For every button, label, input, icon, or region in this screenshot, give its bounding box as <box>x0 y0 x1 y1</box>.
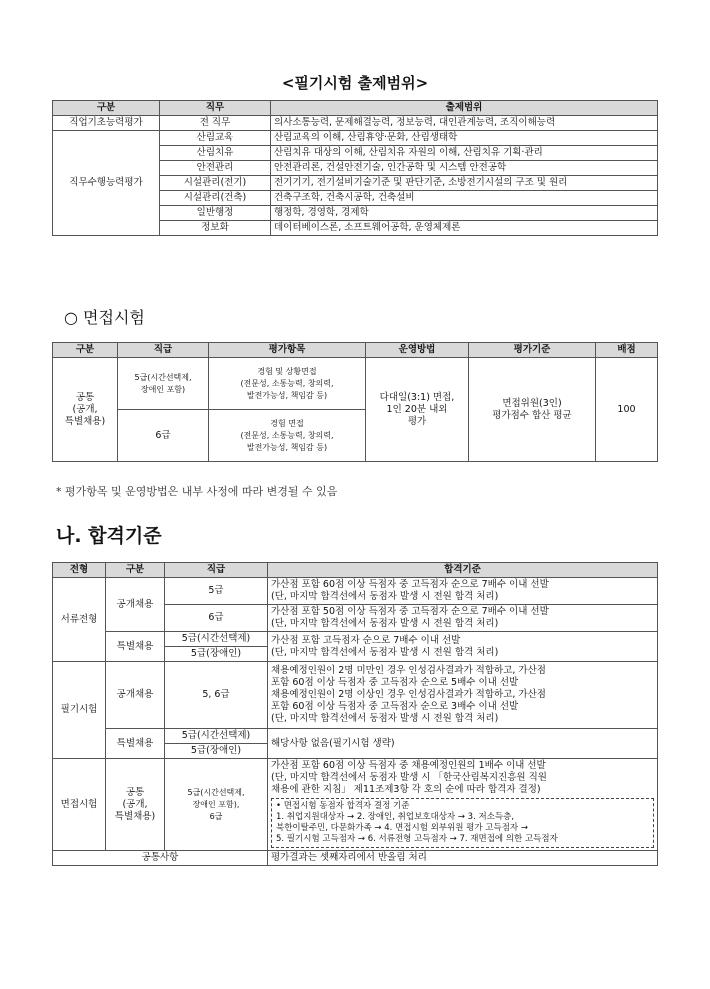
exam-scope-table <box>52 100 658 236</box>
exam-scope-title: <필기시험 출제범위> <box>281 74 429 92</box>
criteria-cell <box>268 759 658 851</box>
interview-criteria-text: 가산점 포함 60점 이상 득점자 중 채용예정인원의 1배수 이내 선발 (단, 마지막 합격선에서 동점자 발생 시 「한국산림복지진흥원 직원 채용에 관한 지침」 제11조제3항 각 호의 순에 따라 합격자 결정) <box>271 760 547 795</box>
category-cell: 직업기초능력평가 <box>53 116 160 131</box>
job-cell: 일반행정 <box>160 206 271 221</box>
grade-cell: 5급(장애인) <box>165 744 268 759</box>
type-cell: 공통 (공개, 특별채용) <box>106 759 165 851</box>
job-cell: 시설관리(전기) <box>160 176 271 191</box>
grade-cell: 5급(시간선택제) <box>165 729 268 744</box>
method-cell: 다대일(3:1) 면접, 1인 20분 내외 평가 <box>366 358 469 462</box>
grade-cell: 5급(시간선택제) <box>165 632 268 647</box>
grade-cell: 5급 <box>165 578 268 605</box>
scope-cell: 의사소통능력, 문제해결능력, 정보능력, 대인관계능력, 조직이해능력 <box>271 116 658 131</box>
tie-break-box: • 면접시험 동점자 합격자 결정 기준 1. 취업지원대상자 → 2. 장애인, 취업보호대상자 → 3. 저소득층, 북한이탈주민, 다문화가족 → 4. 면접시험 외부위원 평가 고득점자 → 5. 필기시험 고득점자 → 6. 서류전형 고득점자 → 7. 재면접에 의한 고득점자 <box>271 798 654 848</box>
scope-cell: 데이터베이스론, 소프트웨어공학, 운영체제론 <box>271 221 658 236</box>
col-header: 운영방법 <box>366 343 469 358</box>
col-header: 직급 <box>165 563 268 578</box>
interview-table <box>52 342 658 462</box>
category-cell: 공통 (공개, 특별채용) <box>53 358 118 462</box>
item-cell: 경험 및 상황면접 (전문성, 소통능력, 창의력, 발전가능성, 책임감 등) <box>209 358 366 410</box>
interview-note: * 평가항목 및 운영방법은 내부 사정에 따라 변경될 수 있음 <box>56 485 338 498</box>
type-cell: 공개채용 <box>106 662 165 729</box>
col-header: 배점 <box>596 343 658 358</box>
job-cell: 산림치유 <box>160 146 271 161</box>
job-cell: 산림교육 <box>160 131 271 146</box>
score-cell: 100 <box>596 358 658 462</box>
stage-cell: 서류전형 <box>53 578 106 662</box>
job-cell: 안전관리 <box>160 161 271 176</box>
pass-table <box>52 562 658 866</box>
col-header: 전형 <box>53 563 106 578</box>
col-header: 구분 <box>106 563 165 578</box>
criteria-cell: 평가결과는 셋째자리에서 반올림 처리 <box>268 851 658 866</box>
job-cell: 전 직무 <box>160 116 271 131</box>
type-cell: 특별채용 <box>106 632 165 662</box>
type-cell: 공개채용 <box>106 578 165 632</box>
common-cell: 공통사항 <box>53 851 268 866</box>
grade-cell: 6급 <box>165 605 268 632</box>
col-header: 평가항목 <box>209 343 366 358</box>
col-header: 직무 <box>160 101 271 116</box>
scope-cell: 전기기기, 전기설비기술기준 및 판단기준, 소방전기시설의 구조 및 원리 <box>271 176 658 191</box>
grade-cell: 6급 <box>118 410 209 462</box>
criteria-cell: 가산점 포함 고득점자 순으로 7배수 이내 선발 (단, 마지막 합격선에서 동점자 발생 시 전원 합격 처리) <box>268 632 658 662</box>
criteria-cell: 면접위원(3인) 평가점수 합산 평균 <box>469 358 596 462</box>
type-cell: 특별채용 <box>106 729 165 759</box>
grade-cell: 5급(시간선택제, 장애인 포함) <box>118 358 209 410</box>
criteria-cell: 해당사항 없음(필기시험 생략) <box>268 729 658 759</box>
scope-cell: 산림교육의 이해, 산림휴양·문화, 산림생태학 <box>271 131 658 146</box>
item-cell: 경험 면접 (전문성, 소통능력, 창의력, 발전가능성, 책임감 등) <box>209 410 366 462</box>
col-header: 합격기준 <box>268 563 658 578</box>
stage-cell: 필기시험 <box>53 662 106 759</box>
scope-cell: 안전관리론, 건설안전기술, 인간공학 및 시스템 안전공학 <box>271 161 658 176</box>
criteria-cell: 채용예정인원이 2명 미만인 경우 인성검사결과가 적합하고, 가산점 포함 60점 이상 득점자 중 고득점자 순으로 5배수 이내 선발 채용예정인원이 2명 이상인 경우 인성검사결과가 적합하고, 가산점 포함 60점 이상 득점자 중 고득점자 순으로 3배수 이내 선발 (단, 마지막 합격선에서 동점자 발생 시 전원 합격 처리) <box>268 662 658 729</box>
scope-cell: 산림치유 대상의 이해, 산림치유 자원의 이해, 산림치유 기획·관리 <box>271 146 658 161</box>
col-header: 구분 <box>53 343 118 358</box>
col-header: 출제범위 <box>271 101 658 116</box>
interview-title: ○ 면접시험 <box>64 308 145 327</box>
job-cell: 정보화 <box>160 221 271 236</box>
stage-cell: 면접시험 <box>53 759 106 851</box>
col-header: 직급 <box>118 343 209 358</box>
grade-cell: 5급(시간선택제, 장애인 포함), 6급 <box>165 759 268 851</box>
job-cell: 시설관리(건축) <box>160 191 271 206</box>
category-cell: 직무수행능력평가 <box>53 131 160 236</box>
criteria-cell: 가산점 포함 60점 이상 득점자 중 고득점자 순으로 7배수 이내 선발 (단, 마지막 합격선에서 동점자 발생 시 전원 합격 처리) <box>268 578 658 605</box>
grade-cell: 5, 6급 <box>165 662 268 729</box>
scope-cell: 건축구조학, 건축시공학, 건축설비 <box>271 191 658 206</box>
criteria-cell: 가산점 포함 50점 이상 득점자 중 고득점자 순으로 7배수 이내 선발 (단, 마지막 합격선에서 동점자 발생 시 전원 합격 처리) <box>268 605 658 632</box>
col-header: 평가기준 <box>469 343 596 358</box>
scope-cell: 행정학, 경영학, 경제학 <box>271 206 658 221</box>
pass-title: 나. 합격기준 <box>56 525 162 547</box>
grade-cell: 5급(장애인) <box>165 647 268 662</box>
col-header: 구분 <box>53 101 160 116</box>
